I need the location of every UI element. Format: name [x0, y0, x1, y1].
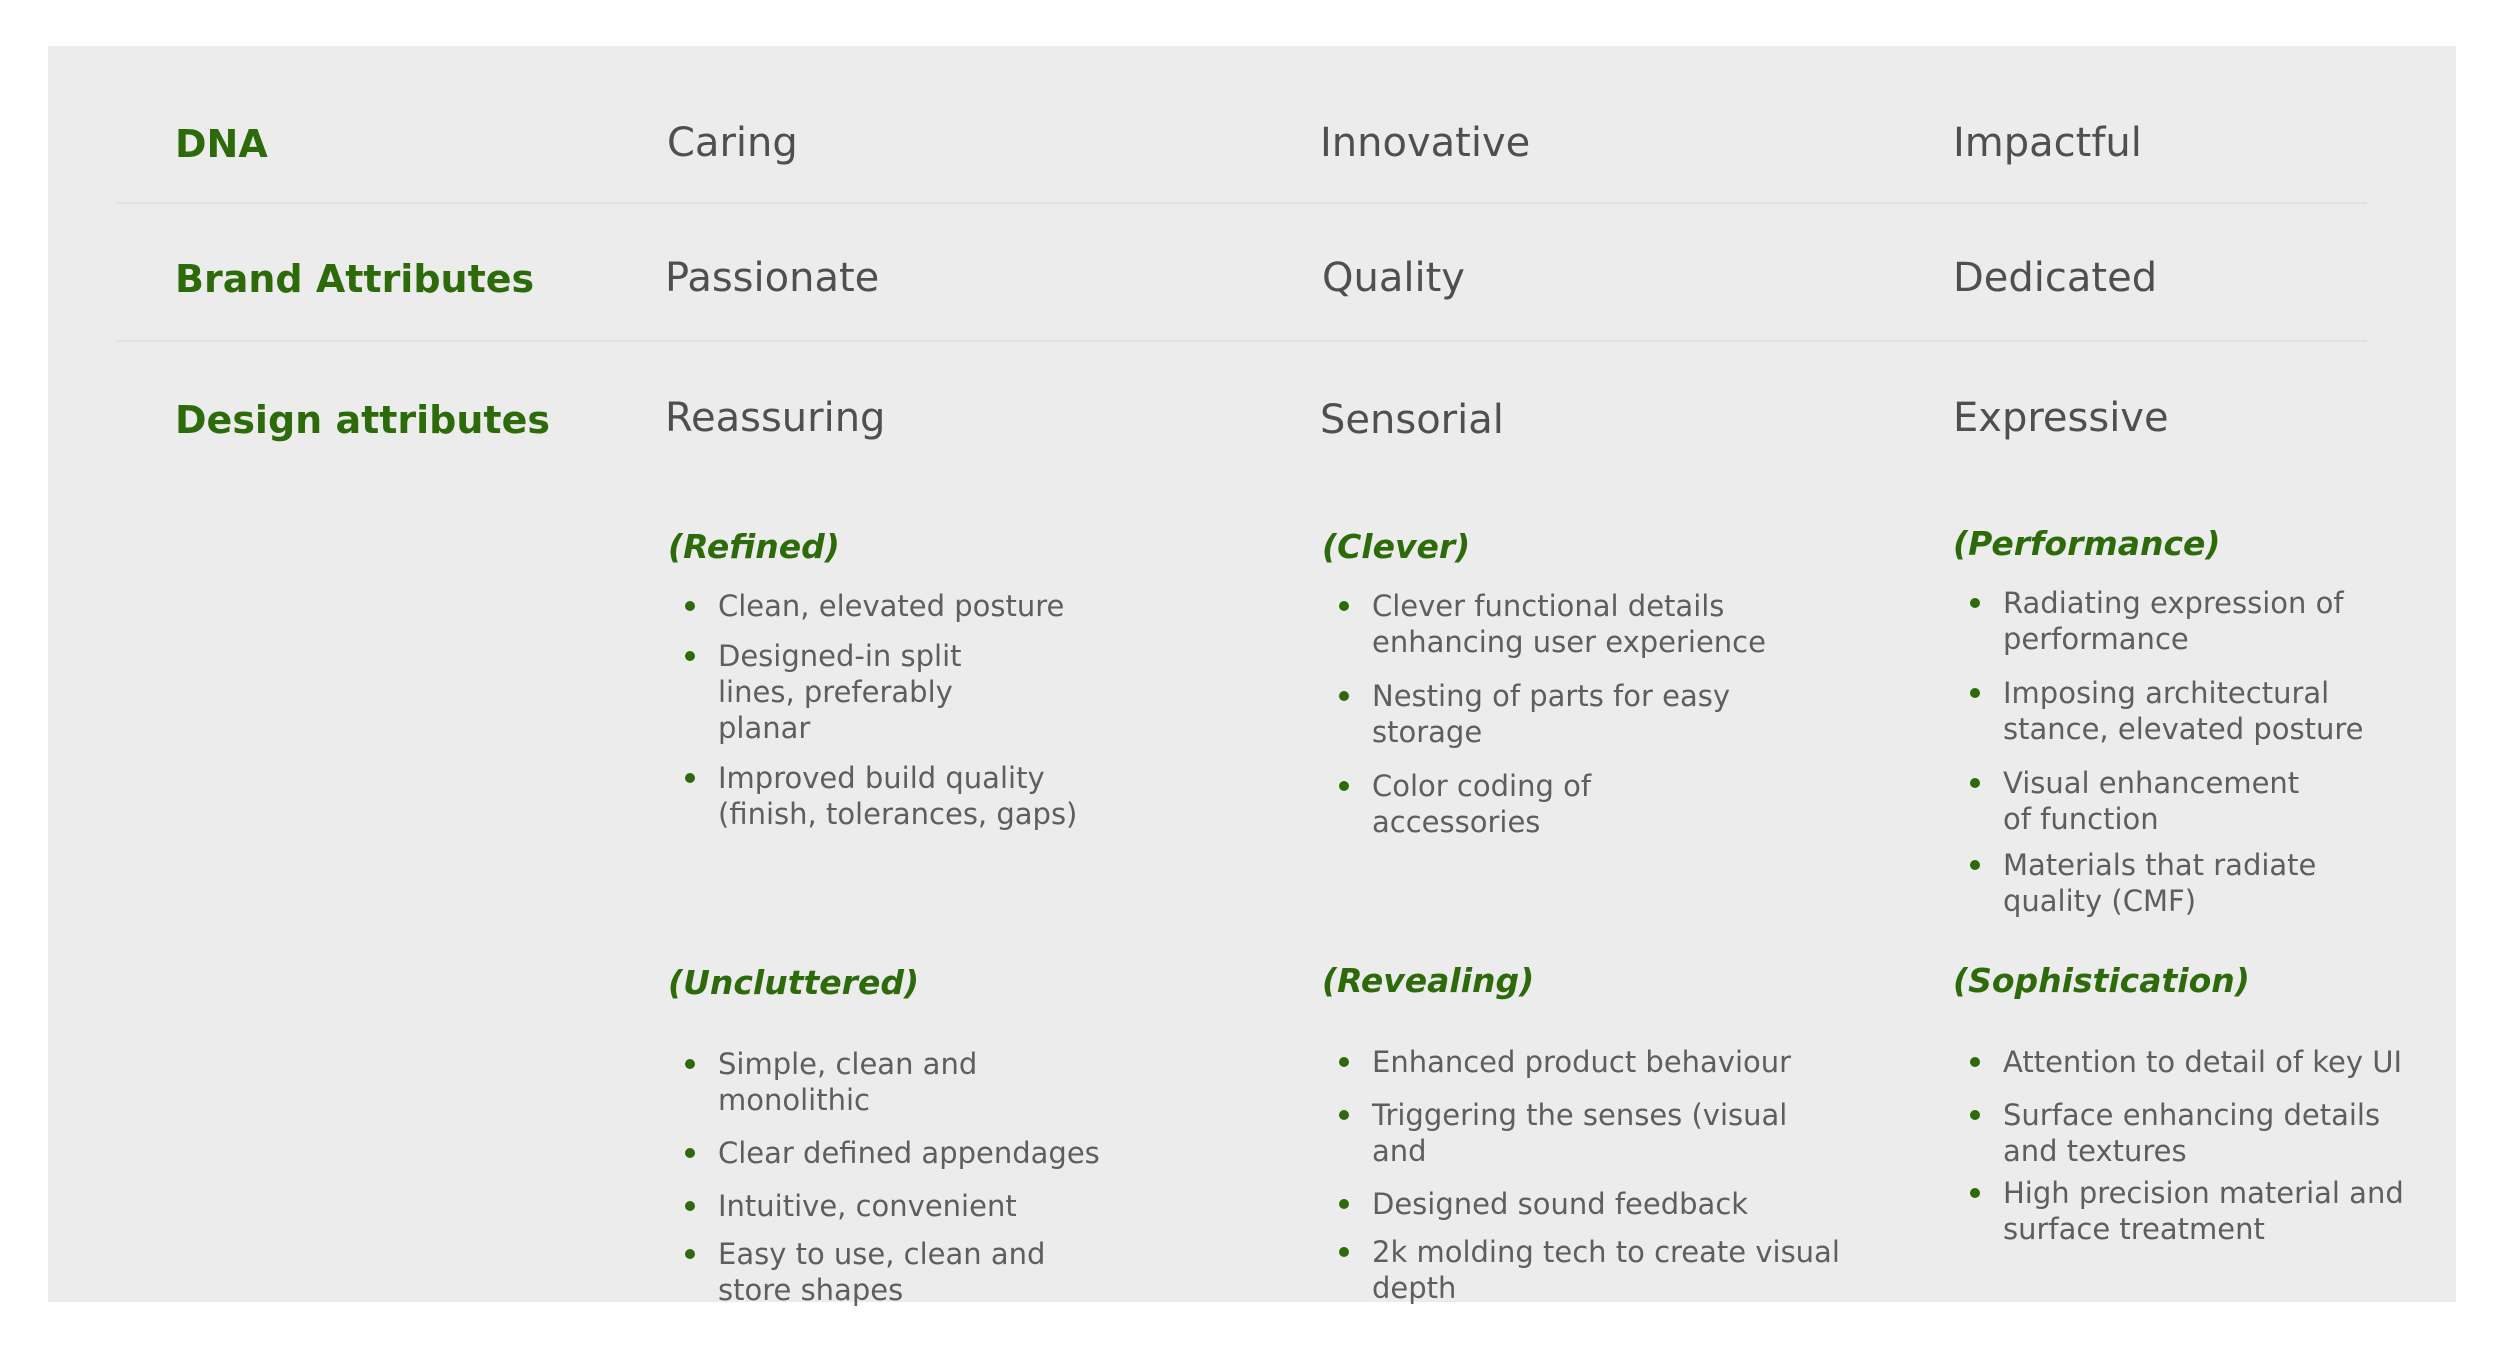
design-sensorial: Sensorial [1320, 397, 1504, 443]
list-item: Clever functional details enhancing user experience [1322, 588, 1772, 660]
group-title: (Uncluttered) [668, 963, 920, 1002]
dna-impactful: Impactful [1953, 120, 2142, 166]
row-label-dna: DNA [175, 122, 268, 166]
list-item: Triggering the senses (visual and [1322, 1097, 1792, 1169]
brand-dedicated: Dedicated [1953, 255, 2158, 301]
group-revealing [1322, 961, 1840, 1320]
group-uncluttered [668, 963, 1138, 1322]
row-divider [117, 340, 2367, 342]
list-item: 2k molding tech to create visual depth [1322, 1234, 1842, 1306]
group-title: (Refined) [668, 527, 840, 566]
bullet-list [1953, 585, 2423, 919]
design-expressive: Expressive [1953, 395, 2169, 441]
list-item: Simple, clean and monolithic [668, 1046, 1138, 1118]
list-item: Designed sound feedback [1322, 1186, 1792, 1222]
bullet-list [1322, 1044, 1840, 1306]
list-item: Improved build quality (finish, tolerances, gaps) [668, 760, 1078, 832]
row-label-design-attributes: Design attributes [175, 398, 550, 442]
list-item: Enhanced product behaviour [1322, 1044, 1792, 1080]
group-sophistication [1953, 961, 2423, 1261]
list-item: Easy to use, clean and store shapes [668, 1236, 1128, 1308]
group-title: (Revealing) [1322, 961, 1535, 1000]
list-item: Clean, elevated posture [668, 588, 1138, 624]
group-title: (Clever) [1322, 527, 1471, 566]
list-item: Designed-in split lines, preferably planar [668, 638, 1038, 746]
bullet-list [668, 1046, 1138, 1308]
list-item: Visual enhancement of function [1953, 765, 2303, 837]
bullet-list [668, 588, 1138, 832]
list-item: Color coding of accessories [1322, 768, 1622, 840]
dna-caring: Caring [667, 120, 798, 166]
list-item: Materials that radiate quality (CMF) [1953, 847, 2333, 919]
group-refined [668, 527, 1138, 846]
list-item: High precision material and surface treatment [1953, 1175, 2443, 1247]
list-item: Clear defined appendages [668, 1135, 1138, 1171]
group-clever [1322, 527, 1792, 854]
list-item: Surface enhancing details and textures [1953, 1097, 2403, 1169]
group-title: (Performance) [1953, 524, 2221, 563]
dna-innovative: Innovative [1320, 120, 1531, 166]
bullet-list [1953, 1044, 2423, 1247]
group-title: (Sophistication) [1953, 961, 2250, 1000]
brand-quality: Quality [1322, 255, 1465, 301]
design-reassuring: Reassuring [665, 395, 886, 441]
row-label-brand-attributes: Brand Attributes [175, 257, 535, 301]
list-item: Radiating expression of performance [1953, 585, 2383, 657]
list-item: Imposing architectural stance, elevated posture [1953, 675, 2383, 747]
row-divider [117, 202, 2367, 204]
list-item: Nesting of parts for easy storage [1322, 678, 1732, 750]
list-item: Intuitive, convenient [668, 1188, 1138, 1224]
bullet-list [1322, 588, 1792, 840]
group-performance [1953, 524, 2423, 933]
list-item: Attention to detail of key UI [1953, 1044, 2423, 1080]
brand-passionate: Passionate [665, 255, 880, 301]
